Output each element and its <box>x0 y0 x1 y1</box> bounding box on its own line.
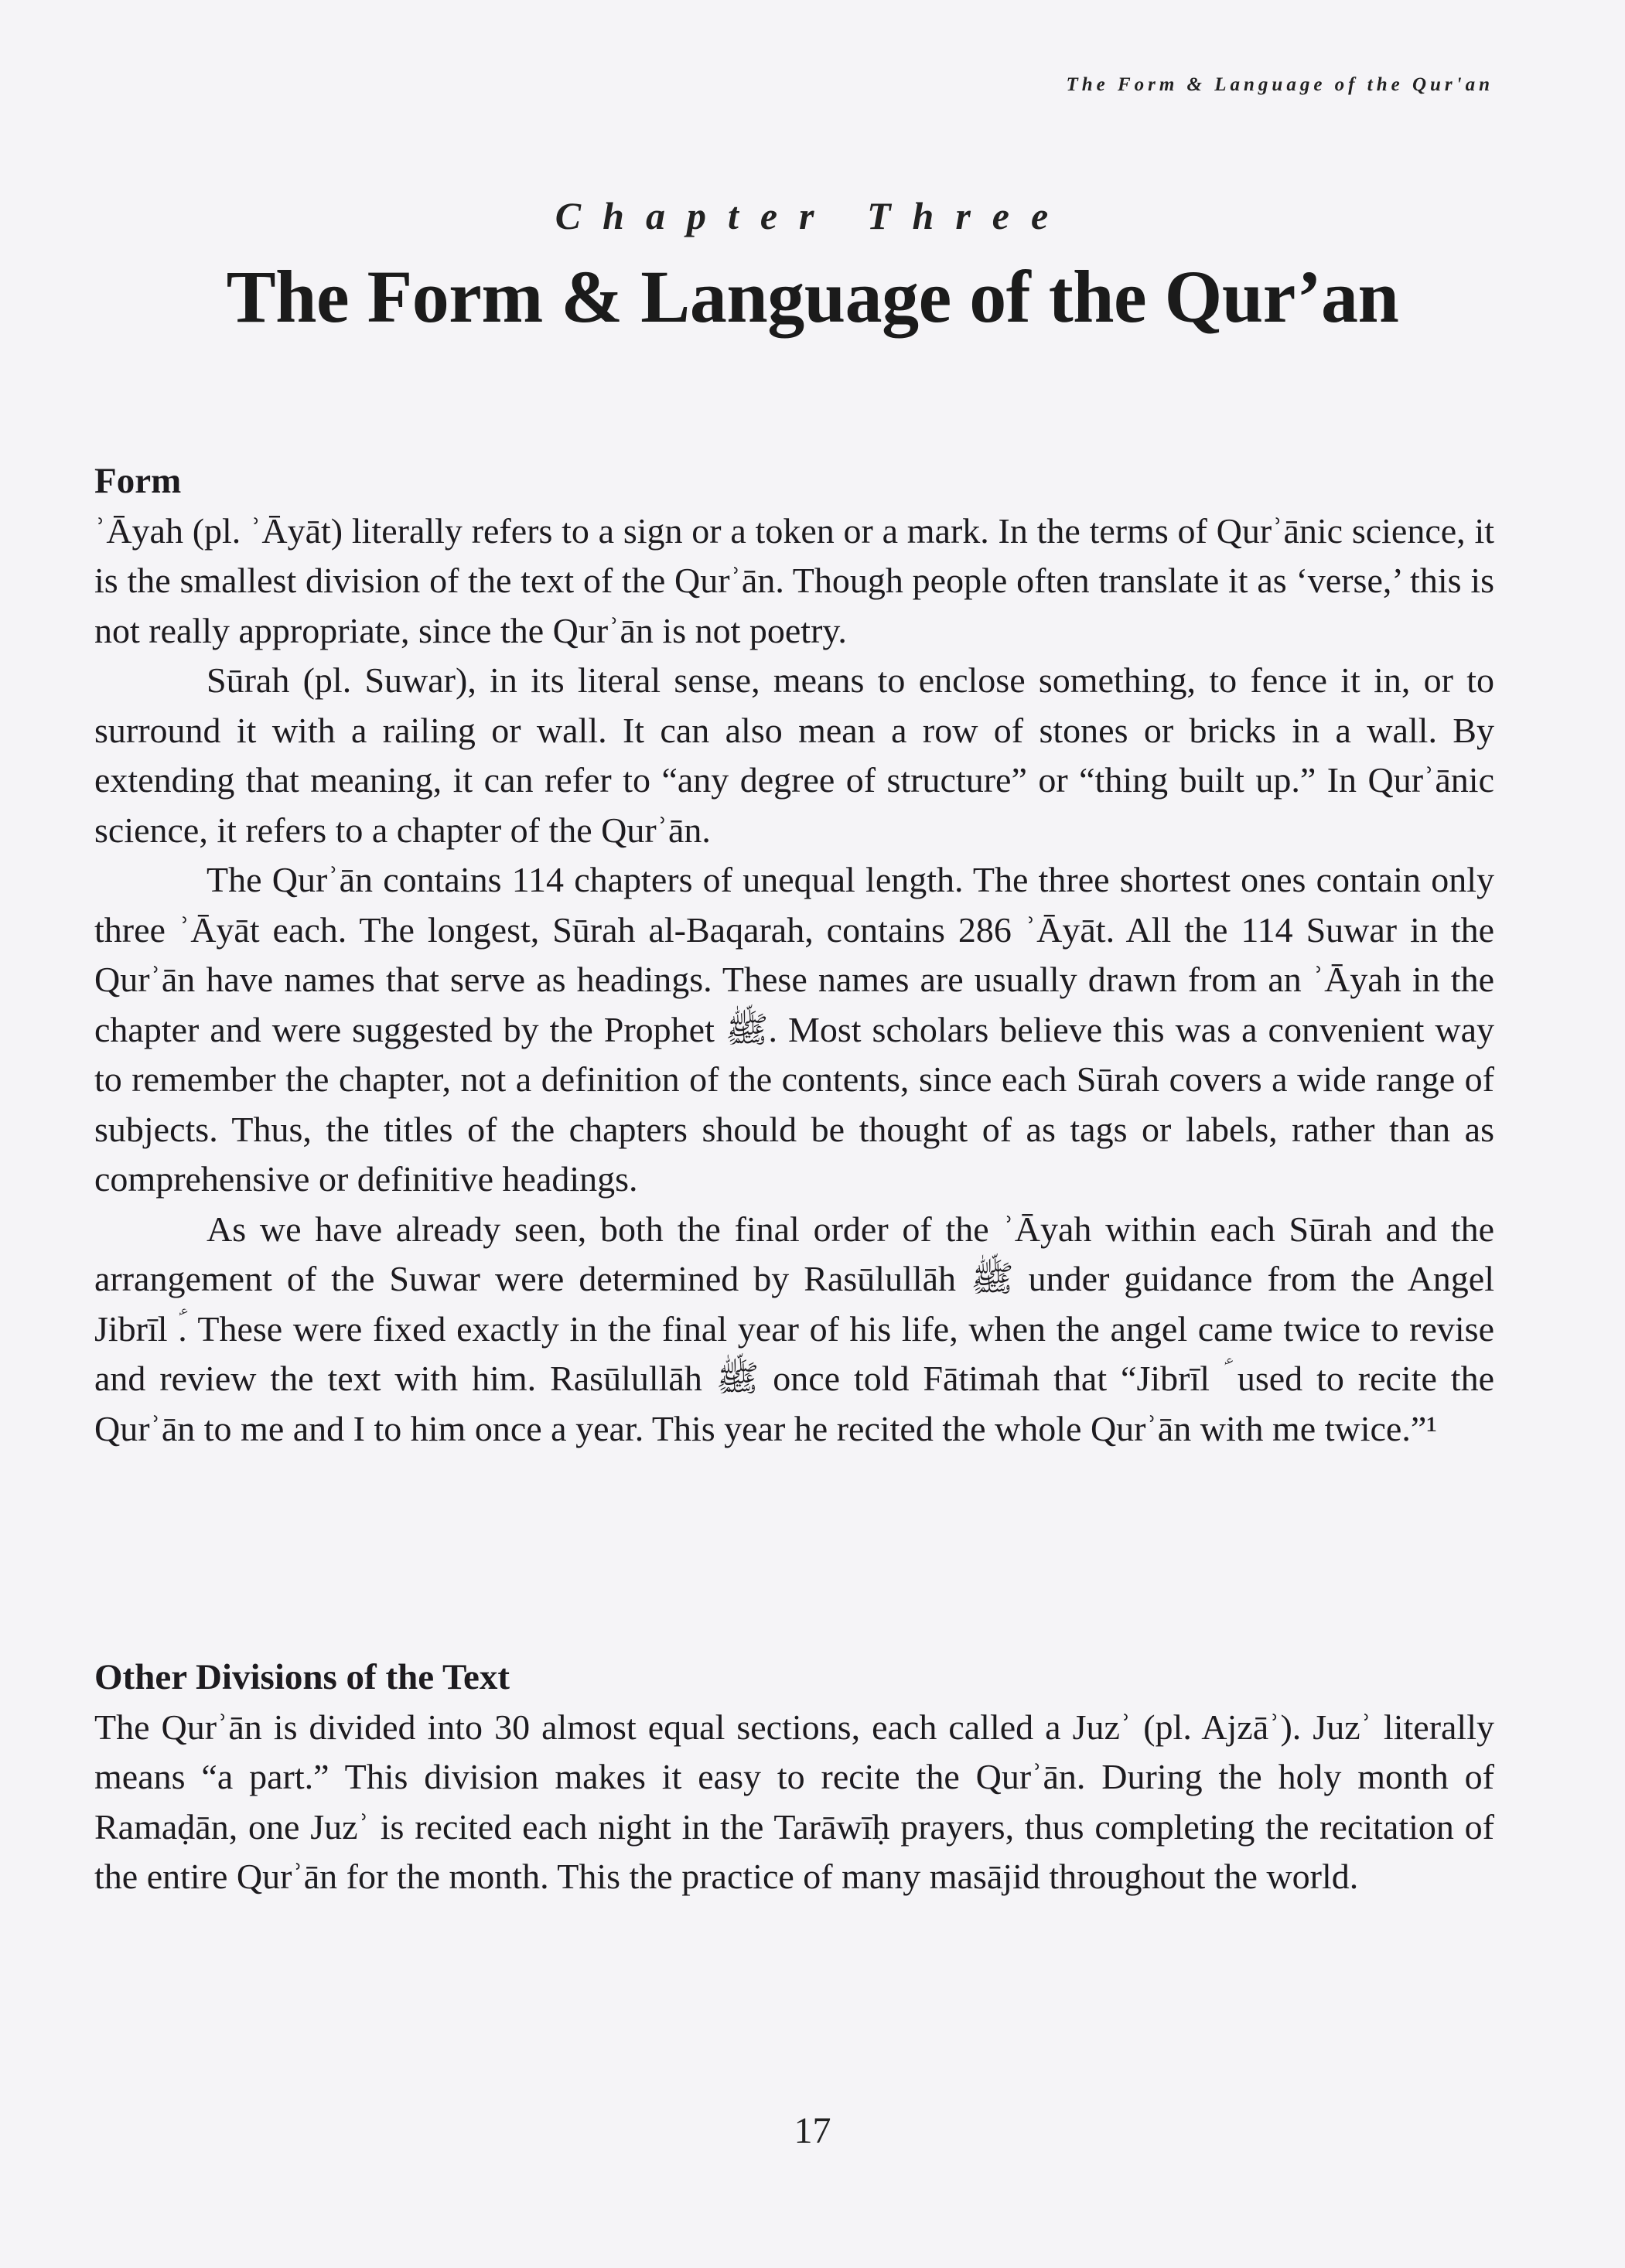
other-divisions-section <box>94 1652 1494 1902</box>
paragraph-surah: Sūrah (pl. Suwar), in its literal sense, means to enclose something, to fence it in, or to surround it with a railing or wall. It can also mean a row of stones or bricks in a wall. By extending that meaning, it can refer to “any degree of structure” or “thing built up.” In Qurʾānic science, it refers to a chapter of the Qurʾān. <box>94 660 1494 850</box>
section-heading-other-divisions: Other Divisions of the Text <box>94 1657 510 1697</box>
page-number: 17 <box>794 2110 831 2151</box>
chapter-label: Chapter Three <box>555 194 1070 237</box>
form-section <box>94 456 1494 1454</box>
paragraph-order: As we have already seen, both the final order of the ʾĀyah within each Sūrah and the arrangement of the Suwar were determined by Rasūlullāh ﷺ under guidance from the Angel Jibrīl ؑ. These were fixed exactly in the final year of his life, when the angel came twice to revise and review the text with him. Rasūlullāh ﷺ once told Fātimah that “Jibrīl ؑ used to recite the Qurʾān to me and I to him once a year. This year he recited the whole Qurʾān with me twice.”¹ <box>94 1209 1494 1448</box>
chapter-title: The Form & Language of the Qur’an <box>226 255 1399 338</box>
paragraph-juz: The Qurʾān is divided into 30 almost equal sections, each called a Juzʾ (pl. Ajzāʾ). Juzʾ literally means “a part.” This division makes it easy to recite the Qurʾān. During the holy month of Ramaḍān, one Juzʾ is recited each night in the Tarāwīḥ prayers, thus completing the recitation of the entire Qurʾān for the month. This the practice of many masājid throughout the world. <box>94 1707 1494 1896</box>
paragraph-ayah: ʾĀyah (pl. ʾĀyāt) literally refers to a sign or a token or a mark. In the terms of Qurʾānic science, it is the smallest division of the text of the Qurʾān. Though people often translate it as ‘verse,’ this is not really appropriate, since the Qurʾān is not poetry. <box>94 510 1494 650</box>
running-head: The Form & Language of the Qur'an <box>1066 74 1494 95</box>
paragraph-chapters: The Qurʾān contains 114 chapters of unequal length. The three shortest ones contain only three ʾĀyāt each. The longest, Sūrah al-Baqarah, contains 286 ʾĀyāt. All the 114 Suwar in the Qurʾān have names that serve as headings. These names are usually drawn from an ʾĀyah in the chapter and were suggested by the Prophet ﷺ. Most scholars believe this was a convenient way to remember the chapter, not a definition of the contents, since each Sūrah covers a wide range of subjects. Thus, the titles of the chapters should be thought of as tags or labels, rather than as comprehensive or definitive headings. <box>94 860 1494 1199</box>
section-heading-form: Form <box>94 461 182 501</box>
